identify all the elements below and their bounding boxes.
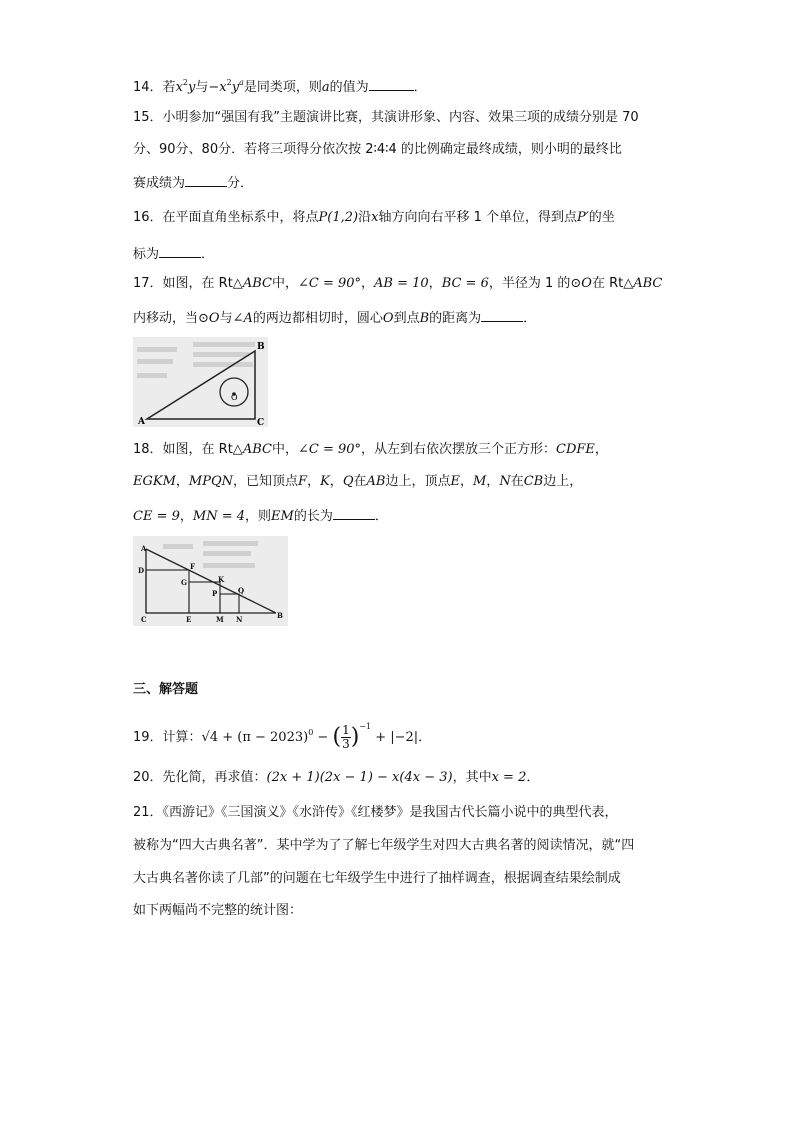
question-14: 14．若$x^2y$与$-x^2y^a$是同类项，则a的值为 ． bbox=[133, 78, 427, 95]
answer-blank-15 bbox=[185, 174, 227, 187]
figure-18-label-a: A bbox=[141, 544, 147, 553]
question-20: 20．先化简，再求值：(2x + 1)(2x − 1) − x(4x − 3)，其中x = 2． bbox=[133, 770, 540, 785]
answer-blank-16 bbox=[159, 245, 201, 258]
question-17-line-2: 内移动，当⊙O与∠A的两边都相切时，圆心O到点B的距离为 ． bbox=[133, 311, 537, 326]
figure-17-label-a: A bbox=[138, 417, 145, 427]
answer-blank-17 bbox=[481, 309, 523, 322]
figure-18-label-q: Q bbox=[238, 586, 245, 595]
question-15-line-1: 15．小明参加“强国有我”主题演讲比赛，其演讲形象、内容、效果三项的成绩分别是 70 bbox=[133, 110, 639, 125]
question-18-line-1: 18．如图，在 Rt△ABC中，∠C = 90°，从左到右依次摆放三个正方形：CDFE， bbox=[133, 442, 608, 457]
question-21-line-1: 21．《西游记》《三国演义》《水浒传》《红楼梦》是我国古代长篇小说中的典型代表， bbox=[133, 805, 618, 820]
question-15-line-2: 分、90分、80分．若将三项得分依次按 2∶4∶4 的比例确定最终成绩，则小明的最终比 bbox=[133, 142, 622, 157]
question-16-line-2: 标为 ． bbox=[133, 247, 215, 262]
answer-blank-18 bbox=[333, 507, 375, 520]
figure-18-label-c: C bbox=[141, 615, 147, 624]
figure-18-squares bbox=[133, 536, 288, 626]
question-21-line-3: 大古典名著你读了几部”的问题在七年级学生中进行了抽样调查，根据调查结果绘制成 bbox=[133, 871, 621, 886]
figure-18-label-e: E bbox=[186, 615, 192, 624]
figure-18-label-p: P bbox=[212, 589, 218, 598]
figure-18-label-g: G bbox=[181, 578, 187, 587]
section-heading: 三、解答题 bbox=[133, 682, 199, 697]
figure-18-label-b: B bbox=[277, 611, 283, 620]
figure-17-label-c: C bbox=[257, 418, 265, 427]
figure-18-label-d: D bbox=[138, 566, 145, 575]
question-15-line-3: 赛成绩为 分． bbox=[133, 176, 254, 191]
figure-17-triangle bbox=[133, 337, 268, 427]
fraction-one-third: $\frac{1}{3}$ bbox=[342, 723, 350, 751]
figure-18-label-k: K bbox=[218, 575, 225, 584]
question-16-line-1: 16．在平面直角坐标系中，将点P(1,2)沿x轴方向向右平移 1 个单位，得到点P′的坐 bbox=[133, 210, 615, 225]
question-17-line-1: 17．如图，在 Rt△ABC中，∠C = 90°，AB = 10，BC = 6，半径为 1 的⊙O在 Rt△ABC bbox=[133, 276, 663, 291]
question-21-line-2: 被称为“四大古典名著”．某中学为了了解七年级学生对四大古典名著的阅读情况，就“四 bbox=[133, 838, 635, 853]
figure-18-label-n: N bbox=[236, 615, 243, 624]
answer-blank-14 bbox=[369, 78, 414, 91]
question-19: 19．计算：$√4 + (\pi - 2023)^0$ − ( $\frac{1}{3}$ )$^{-1}$ + |−2|． bbox=[133, 722, 432, 751]
figure-17-label-o: O bbox=[231, 393, 238, 402]
question-21-line-4: 如下两幅尚不完整的统计图： bbox=[133, 903, 303, 918]
question-18-line-2: EGKM，MPQN，已知顶点F，K，Q在AB边上，顶点E，M，N在CB边上， bbox=[133, 474, 583, 489]
question-18-line-3: CE = 9，MN = 4，则EM的长为 ． bbox=[133, 509, 388, 524]
figure-18-label-f: F bbox=[190, 562, 195, 571]
figure-17-label-b: B bbox=[257, 342, 265, 352]
figure-18-label-m: M bbox=[216, 615, 224, 624]
